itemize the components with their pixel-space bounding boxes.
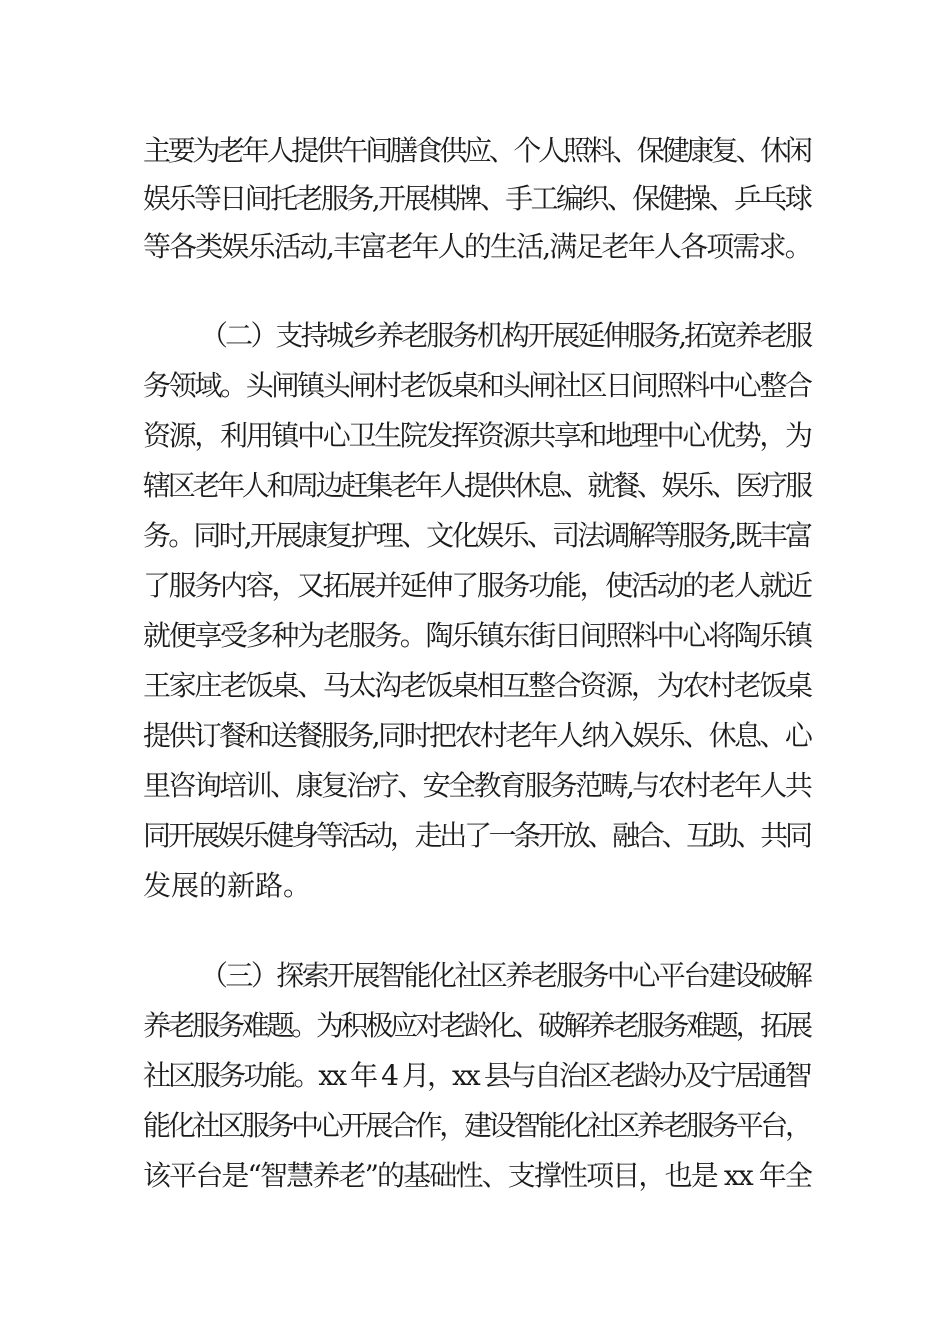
text-line: 发展的新路。	[143, 869, 312, 902]
text-line: 资源，利用镇中心卫生院发挥资源共享和地理中心优势，为	[143, 419, 811, 452]
text-line: 主要为老年人提供午间膳食供应、个人照料、保健康复、休闲	[143, 134, 810, 167]
text-line: 社区服务功能。xx 年 4 月，xx 县与自治区老龄办及宁居通智	[143, 1059, 810, 1092]
text-line: 养老服务难题。为积极应对老龄化、破解养老服务难题，拓展	[143, 1009, 810, 1042]
text-line: 里咨询培训、康复治疗、安全教育服务范畴,与农村老年人共	[143, 769, 811, 802]
text-line: 了服务内容，又拓展并延伸了服务功能，使活动的老人就近	[143, 569, 811, 602]
text-line: （三）探索开展智能化社区养老服务中心平台建设破解	[200, 959, 811, 992]
text-line: 务。同时,开展康复护理、文化娱乐、司法调解等服务,既丰富	[143, 519, 811, 552]
text-line: 同开展娱乐健身等活动，走出了一条开放、融合、互助、共同	[143, 819, 810, 852]
text-line: 王家庄老饭桌、马太沟老饭桌相互整合资源，为农村老饭桌	[143, 669, 811, 702]
text-line: 辖区老年人和周边赶集老年人提供休息、就餐、娱乐、医疗服	[143, 469, 810, 502]
text-line: 务领域。头闸镇头闸村老饭桌和头闸社区日间照料中心整合	[143, 369, 811, 402]
text-line: 提供订餐和送餐服务,同时把农村老年人纳入娱乐、休息、心	[143, 719, 811, 752]
text-line: 就便享受多种为老服务。陶乐镇东街日间照料中心将陶乐镇	[143, 619, 811, 652]
text-line: 等各类娱乐活动,丰富老年人的生活,满足老年人各项需求。	[143, 230, 811, 263]
text-line: （二）支持城乡养老服务机构开展延伸服务,拓宽养老服	[200, 319, 811, 352]
text-line: 能化社区服务中心开展合作，建设智能化社区养老服务平台，	[143, 1109, 810, 1142]
text-line: 娱乐等日间托老服务,开展棋牌、手工编织、保健操、乒乓球	[143, 182, 811, 215]
text-line: 该平台是“智慧养老”的基础性、支撑性项目，也是 xx 年全	[143, 1159, 812, 1192]
